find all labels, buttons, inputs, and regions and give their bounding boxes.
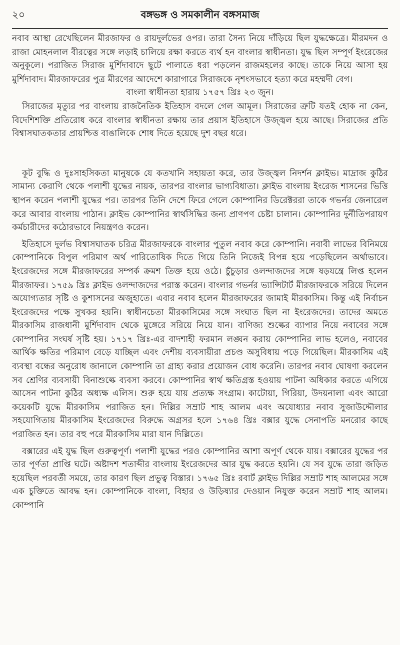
paragraph-independence-lost: বাংলা স্বাধীনতা হারায় ১৭৫৭ খ্রিঃ ২৩ জুন। (126, 88, 274, 99)
paragraph-plassey-battle: নবাব আস্থা রেখেছিলেন মীরজাফর ও রায়দুর্লভের ওপর। তারা সৈন্য নিয়ে দাঁড়িয়ে ছিল যুদ্ধক্ষেত্রে। মীরমদন ও রাজা মোহনলাল বীরত্বের সঙ্গে লড়াই চালিয়ে রক্ষা করতে ব্যর্থ হন বাংলার স্বাধীনতা। যুদ্ধ ছিল সম্পূর্ণ ইংরেজের অনুকূলে। পরাজিত সিরাজ মুর্শিদাবাদে ছুটে পালাতে ধরা পড়লেন রাজমহলের কাছে। তাকে নিয়ে আসা হয় মুর্শিদাবাদ। মীরজাফরের পুত্র মীরণের আদেশে কারাগারে সিরাজকে নৃশংসভাবে হত্যা করে মহম্মদী বেগ। (12, 34, 388, 85)
page-header (12, 8, 388, 29)
paragraph-clive: কূট বুদ্ধি ও দুঃসাহসিকতা মানুষকে যে কতখানি সহায়তা করে, তার উজ্জ্বল নিদর্শন ক্লাইভ। মাদ্রাজ কুঠির সামান্য কেরাণি থেকে পলাশী যুদ্ধের নায়ক, তারপর বাংলার ভাগ্যবিধাতা। ক্লাইভ বাংলায় ইংরেজ শাসনের ভিত্তি স্থাপন করেন পলাশী যুদ্ধের পর। তারপর তিনি দেশে ফিরে গেলে কোম্পানির ডিরেক্টররা তাকে গভর্নর জেনারেল করে আবার বাংলায় পাঠান। ক্লাইভ কোম্পানির স্বার্থসিদ্ধির জন্য প্রাণপণ চেষ্টা চালান। কোম্পানির দুর্নীতিপরায়ণ কর্মচারীদের কঠোরভাবে নিয়ন্ত্রণও করেন। (12, 168, 388, 234)
running-title: বঙ্গভঙ্গ ও সমকালীন বঙ্গসমাজ (140, 10, 260, 21)
paragraph-buxar-battle: বক্সারের এই যুদ্ধ ছিল গুরুত্বপূর্ণ। পলাশী যুদ্ধের পরও কোম্পানির আশা অপূর্ণ থেকে যায়। বক্সারের যুদ্ধের পর তার পূর্ণতা প্রাপ্তি ঘটে। অষ্টাদশ শতাব্দীর বাংলায় ইংরেজদের আর যুদ্ধ করতে হয়নি। যে সব যুদ্ধে তারা জড়িত হয়েছিল পরবর্তী সময়ে, তার কারণ ছিল প্রভুত্ব বিস্তার। ১৭৬৫ খ্রিঃ রবার্ট ক্লাইভ দিল্লির সম্রাট শাহ আলমের সঙ্গে এক চুক্তিতে আবদ্ধ হন। কোম্পানিকে বাংলা, বিহার ও উড়িষ্যার দেওয়ান নিযুক্ত করেন সম্রাট শাহ আলম। কোম্পানি (12, 446, 388, 511)
paragraph-siraj-legacy: সিরাজের মৃত্যুর পর বাংলায় রাজনৈতিক ইতিহাস বদলে গেল আমূল। সিরাজের ত্রুটি যতই হোক না কেন, বিদেশিশক্তি প্রতিরোধ করে বাংলার স্বাধীনতা রক্ষায় তার প্রয়াস ইতিহাসে উজ্জ্বল হয়ে আছে। সিরাজের প্রতি বিশ্বাসঘাতকতার প্রায়শ্চিত্ত বাঙালিকে শোধ দিতে হয়েছে দুশ বছর ধরে। (12, 101, 388, 140)
page-number: ২০ (12, 10, 26, 21)
paragraph-mir-jafar-mir-kasim: ইতিহাসে দুর্লভ বিশ্বাসঘাতক চরিত্র মীরজাফরকে বাংলার পুতুল নবাব করে কোম্পানি। নবাবী লাভের বিনিময়ে কোম্পানিকে বিপুল পরিমাণ অর্থ পারিতোষিক দিতে গিয়ে তিনি নিজেই বিপন্ন হয়ে পড়েছিলেন অর্থাভাবে। ইংরেজদের সঙ্গে মীরজাফরের সম্পর্ক ক্রমশ তিক্ত হয়ে ওঠে। চুঁচুড়ার ওলন্দাজদের সঙ্গে ষড়যন্ত্রে লিপ্ত হলেন মীরজাফর। ১৭৫৯ খ্রিঃ ক্লাইভ ওলন্দাজদের পরাস্ত করেন। বাংলার গভর্নর ভ্যান্সিটার্ট মীরজাফরকে সরিয়ে দিলেন অযোগ্যতার সৃষ্টি ও কুশাসনের অজুহাতে। এবার নবাব হলেন মীরজাফরের জামাই মীরকাসিম। কিন্তু এই নির্বাচন ইংরেজদের পক্ষে সুখকর হয়নি। স্বাধীনচেতা মীরকাসিমের সঙ্গে সংঘাত ছিল না ইংরেজদের। তাদের অমতে মীরকাসিম রাজধানী মুর্শিদাবাদ থেকে মুঙ্গেরে সরিয়ে নিয়ে যান। বাণিজ্য শুল্কের ব্যাপার নিয়ে নবাবের সঙ্গে কোম্পানির সংঘর্ষ সৃষ্টি হয়। ১৭১৭ খ্রিঃ-এর বাদশাহী ফরমান লঙ্ঘন করায় কোম্পানির লাভ হলেও, নবাবের আর্থিক ক্ষতির পরিমাণ বেড়ে যাচ্ছিল এবং দেশীয় ব্যবসায়ীরা প্রচণ্ড অসুবিধায় পড়ে গিয়েছিল। মীরকাসিম এই ব্যবস্থা বন্ধের অনুরোধ জানালে কোম্পানি তা গ্রাহ্য করার প্রয়োজন বোধ করেনি। তারপর নবাব ঘোষণা করলেন সব শ্রেণির ব্যবসায়ী বিনাশুল্কে ব্যবসা করবে। কোম্পানির স্বার্থ ক্ষতিগ্রস্ত হওয়ায় পাটনা অধিকার করতে এগিয়ে আসেন পাটনা কুঠির অধ্যক্ষ এলিস। শুরু হয়ে যায় প্রত্যক্ষ সংগ্রাম। কাটোয়া, গিরিয়া, উদয়নালা এবং আরো কয়েকটি যুদ্ধে মীরকাসিম পরাজিত হন। দিল্লির সম্রাট শাহ আলম এবং অযোধ্যার নবাব সুজাউদ্দৌলার সহযোগিতায় মীরকাসিম ইংরেজদের বিরুদ্ধে অগ্রসর হলে ১৭৬৪ খ্রিঃ বক্সার যুদ্ধে সেনাপতি মনরোর কাছে পরাজিত হন। তার বহু পরে মীরকাসিম মারা যান দিল্লিতে। (12, 239, 388, 441)
section-break (12, 142, 388, 168)
